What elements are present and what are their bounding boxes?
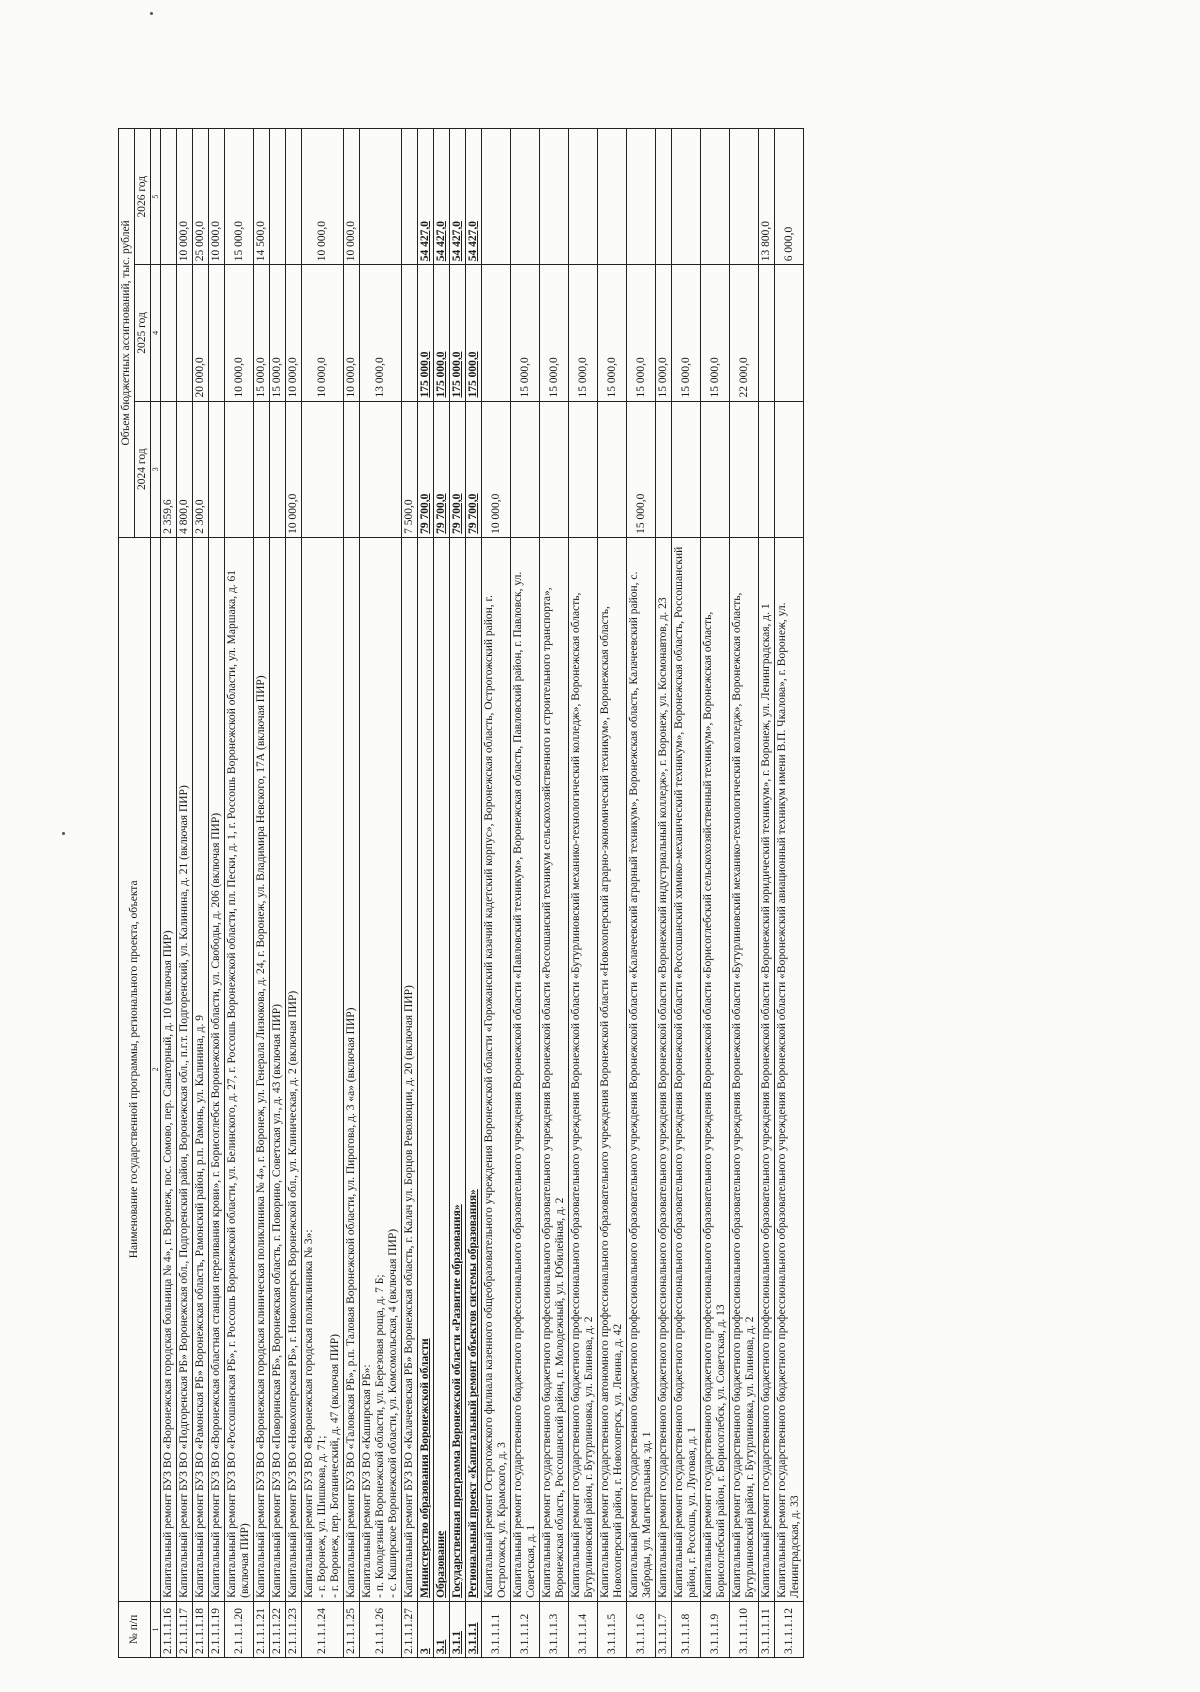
value-2025: 15 000,0 bbox=[540, 265, 569, 401]
value-2026: 54 427,0 bbox=[450, 129, 466, 265]
value-2025: 10 000,0 bbox=[302, 265, 344, 401]
row-name-line: Капитальный ремонт БУЗ ВО «Рамонская РБ» Воронежская область, Рамонский район, р.п. Рамонь, ул. Калинина, д. 9 bbox=[194, 1014, 206, 1598]
value-2024: 2 359,6 bbox=[161, 401, 177, 537]
row-name bbox=[434, 537, 450, 1601]
value-2026: 10 000,0 bbox=[177, 129, 193, 265]
table-row bbox=[759, 129, 775, 1658]
row-name bbox=[656, 537, 672, 1601]
row-name bbox=[598, 537, 627, 1601]
table-row bbox=[344, 129, 360, 1658]
value-2026: 54 427,0 bbox=[466, 129, 482, 265]
value-2026: 25 000,0 bbox=[193, 129, 209, 265]
row-name bbox=[286, 537, 302, 1601]
table-row bbox=[511, 129, 540, 1658]
table-row bbox=[209, 129, 225, 1658]
table-row bbox=[656, 129, 672, 1658]
row-name bbox=[569, 537, 598, 1601]
row-name-line: Капитальный ремонт государственного бюджетного профессионального образовательного учреждения Воронежской области «Калачеевский аграрный техникум», Воронежская область, Калачеевский район, с. Заброды, ул. Магистральная, зд. 1 bbox=[628, 571, 653, 1598]
value-2025 bbox=[177, 265, 193, 401]
row-number: 3.1.1.1 bbox=[466, 1601, 482, 1657]
row-name-line: Капитальный ремонт БУЗ ВО «Таловская РБ», р.п. Таловая Воронежской области, ул. Пирогова, д. 3 «а» (включая ПИР) bbox=[345, 1007, 357, 1598]
row-name bbox=[225, 537, 254, 1601]
value-2025: 175 000,0 bbox=[450, 265, 466, 401]
row-name bbox=[466, 537, 482, 1601]
row-name-line: - п. Колодезный Воронежской области, ул. Березовая роща, д. 7 Б; bbox=[374, 1274, 386, 1598]
value-2026 bbox=[569, 129, 598, 265]
value-2025 bbox=[209, 265, 225, 401]
table-row bbox=[360, 129, 402, 1658]
value-2025: 15 000,0 bbox=[270, 265, 286, 401]
scan-speck bbox=[62, 832, 65, 835]
header-index: 2 bbox=[151, 537, 161, 1601]
value-2025 bbox=[759, 265, 775, 401]
row-name bbox=[360, 537, 402, 1601]
value-2025: 13 000,0 bbox=[360, 265, 402, 401]
row-name bbox=[775, 537, 804, 1601]
value-2025: 175 000,0 bbox=[418, 265, 434, 401]
row-name-line: Капитальный ремонт государственного бюджетного профессионального образовательного учреждения Воронежской области «Воронежский юридический техникум», г. Воронеж, ул. Ленинградская, д. 1 bbox=[760, 603, 772, 1598]
table-row bbox=[418, 129, 434, 1658]
row-name-line: Капитальный ремонт государственного бюджетного профессионального образовательного учреждения Воронежской области «Россошанский химико-механический техникум», Воронежская область, Россошанский район, г. Россошь, ул. Луговая, д. 1 bbox=[673, 546, 698, 1598]
row-name-line: Образование bbox=[435, 1530, 447, 1598]
row-name-line: Капитальный ремонт государственного бюджетного профессионального образовательного учреждения Воронежской области «Воронежский индустриальный колледж», г. Воронеж, ул. Космонавтов, д. 23 bbox=[657, 597, 669, 1598]
value-2026 bbox=[656, 129, 672, 265]
row-number: 2.1.1.1.20 bbox=[225, 1601, 254, 1657]
row-number: 3.1.1.1.7 bbox=[656, 1601, 672, 1657]
row-name-line: Капитальный ремонт Острогожского филиала казенного общеобразовательного учреждения Воронежской области «Горожанский казачий кадетский корпус», Воронежская область, Острогожский район, г. Острогожск, ул. Крамского, д. 3 bbox=[483, 595, 508, 1598]
row-number: 3.1.1.1.11 bbox=[759, 1601, 775, 1657]
value-2025: 15 000,0 bbox=[672, 265, 701, 401]
value-2024: 2 300,0 bbox=[193, 401, 209, 537]
value-2026 bbox=[511, 129, 540, 265]
row-name-line: - г. Воронеж, ул. Шишкова, д. 71; bbox=[316, 1435, 328, 1598]
value-2024 bbox=[598, 401, 627, 537]
header-index: 3 bbox=[151, 401, 161, 537]
value-2026 bbox=[598, 129, 627, 265]
value-2024 bbox=[302, 401, 344, 537]
row-name bbox=[209, 537, 225, 1601]
header-num: № п/п bbox=[119, 1601, 151, 1657]
value-2025 bbox=[161, 265, 177, 401]
row-name-line: Капитальный ремонт БУЗ ВО «Россошанская РБ», г. Россошь Воронежской области, ул. Белинского, д. 27, г. Россошь Воронежской области, пл. Пески, д. 1, г. Россошь Воронежской области, ул. Маршака, д. 61 (включая ПИР) bbox=[226, 569, 251, 1598]
table-row bbox=[286, 129, 302, 1658]
value-2025 bbox=[402, 265, 418, 401]
value-2026 bbox=[672, 129, 701, 265]
row-name-line: Капитальный ремонт БУЗ ВО «Воронежская городская клиническая поликлиника № 4», г. Воронеж, ул. Генерала Лизюкова, д. 24, г. Воронеж, ул. Владимира Невского, 17А (включая ПИР) bbox=[255, 675, 267, 1598]
value-2024 bbox=[730, 401, 759, 537]
row-name-line: Капитальный ремонт государственного бюджетного профессионального образовательного учреждения Воронежской области «Бутурлиновский механико-технологический колледж», Воронежская область, Бутурлиновский район, г. Бутурлиновка, ул. Блинова, д. 2 bbox=[731, 592, 756, 1598]
value-2024 bbox=[270, 401, 286, 537]
row-number: 2.1.1.1.16 bbox=[161, 1601, 177, 1657]
row-number: 2.1.1.1.23 bbox=[286, 1601, 302, 1657]
row-number: 3.1.1.1.12 bbox=[775, 1601, 804, 1657]
value-2025: 175 000,0 bbox=[434, 265, 450, 401]
value-2024 bbox=[360, 401, 402, 537]
row-name bbox=[161, 537, 177, 1601]
table-row bbox=[302, 129, 344, 1658]
value-2026 bbox=[540, 129, 569, 265]
row-name bbox=[482, 537, 511, 1601]
value-2024 bbox=[656, 401, 672, 537]
row-name bbox=[177, 537, 193, 1601]
table-row bbox=[775, 129, 804, 1658]
value-2025: 15 000,0 bbox=[627, 265, 656, 401]
value-2024: 79 700,0 bbox=[450, 401, 466, 537]
value-2025: 15 000,0 bbox=[569, 265, 598, 401]
value-2025: 15 000,0 bbox=[254, 265, 270, 401]
value-2026 bbox=[627, 129, 656, 265]
table-row bbox=[225, 129, 254, 1658]
value-2024: 7 500,0 bbox=[402, 401, 418, 537]
value-2024: 79 700,0 bbox=[466, 401, 482, 537]
value-2024: 79 700,0 bbox=[418, 401, 434, 537]
table-row bbox=[177, 129, 193, 1658]
header-name: Наименование государственной программы, регионального проекта, объекта bbox=[119, 537, 151, 1601]
value-2026: 13 800,0 bbox=[759, 129, 775, 265]
row-name bbox=[540, 537, 569, 1601]
table-row bbox=[701, 129, 730, 1658]
row-number: 2.1.1.1.19 bbox=[209, 1601, 225, 1657]
row-name-line: - г. Воронеж, пер. Ботанический, д. 47 (включая ПИР) bbox=[329, 1334, 341, 1598]
row-name-line: Капитальный ремонт БУЗ ВО «Поворинская РБ», Воронежская область, г. Поворино, Советская ул., д. 43 (включая ПИР) bbox=[271, 1004, 283, 1598]
header-index: 4 bbox=[151, 265, 161, 401]
value-2026: 6 000,0 bbox=[775, 129, 804, 265]
value-2024 bbox=[672, 401, 701, 537]
value-2024 bbox=[225, 401, 254, 537]
row-number: 3.1.1.1.4 bbox=[569, 1601, 598, 1657]
row-number: 3.1.1.1.10 bbox=[730, 1601, 759, 1657]
row-number: 2.1.1.1.17 bbox=[177, 1601, 193, 1657]
value-2024 bbox=[759, 401, 775, 537]
table-row bbox=[402, 129, 418, 1658]
row-number: 3.1 bbox=[434, 1601, 450, 1657]
table-row bbox=[540, 129, 569, 1658]
value-2026 bbox=[270, 129, 286, 265]
header-2026: 2026 год bbox=[135, 129, 151, 265]
row-number: 3.1.1.1.1 bbox=[482, 1601, 511, 1657]
row-number: 3.1.1.1.9 bbox=[701, 1601, 730, 1657]
value-2026: 10 000,0 bbox=[302, 129, 344, 265]
row-name-line: Капитальный ремонт БУЗ ВО «Воронежская городская больница № 4», г. Воронеж, пос. Сомово, пер. Санаторный, д. 10 (включая ПИР) bbox=[162, 930, 174, 1598]
value-2024 bbox=[540, 401, 569, 537]
table-row bbox=[730, 129, 759, 1658]
value-2025: 175 000,0 bbox=[466, 265, 482, 401]
row-name-line: Капитальный ремонт государственного бюджетного профессионального образовательного учреждения Воронежской области «Россошанский техникум сельскохозяйственного и строительного транспорта», Воронежская область, Россошанский район, п. Молодежный, ул. Юбилейная, д. 2 bbox=[541, 587, 566, 1598]
row-name-line: Капитальный ремонт государственного бюджетного профессионального образовательного учреждения Воронежской области «Борисоглебский сельскохозяйственный техникум», Воронежская область, Борисоглебский район, г. Борисоглебск, ул. Советская, д. 13 bbox=[702, 611, 727, 1598]
value-2025: 10 000,0 bbox=[225, 265, 254, 401]
row-name bbox=[344, 537, 360, 1601]
row-name-line: Капитальный ремонт государственного бюджетного профессионального образовательного учреждения Воронежской области «Бутурлиновский механико-технологический колледж», Воронежская область, Бутурлиновский район, г. Бутурлиновка, ул. Блинова, д. 2 bbox=[570, 592, 595, 1598]
table-row bbox=[254, 129, 270, 1658]
value-2025: 22 000,0 bbox=[730, 265, 759, 401]
value-2024 bbox=[569, 401, 598, 537]
value-2024 bbox=[775, 401, 804, 537]
row-number: 2.1.1.1.21 bbox=[254, 1601, 270, 1657]
row-number: 3.1.1.1.6 bbox=[627, 1601, 656, 1657]
table-row bbox=[450, 129, 466, 1658]
row-number: 3.1.1 bbox=[450, 1601, 466, 1657]
value-2024 bbox=[254, 401, 270, 537]
table-row bbox=[270, 129, 286, 1658]
value-2024 bbox=[209, 401, 225, 537]
value-2026: 10 000,0 bbox=[344, 129, 360, 265]
row-name-line: Капитальный ремонт государственного бюджетного профессионального образовательного учреждения Воронежской области «Павловский техникум», Воронежская область, Павловский район, г. Павловск, ул. Советская, д. 1 bbox=[512, 571, 537, 1598]
row-name bbox=[270, 537, 286, 1601]
scan-speck bbox=[150, 12, 153, 15]
value-2025: 15 000,0 bbox=[656, 265, 672, 401]
row-number: 3 bbox=[418, 1601, 434, 1657]
row-number: 2.1.1.1.26 bbox=[360, 1601, 402, 1657]
value-2025: 15 000,0 bbox=[701, 265, 730, 401]
value-2026 bbox=[701, 129, 730, 265]
table-row bbox=[672, 129, 701, 1658]
header-budget: Объем бюджетных ассигнований, тыс. рублей bbox=[119, 129, 135, 538]
value-2026 bbox=[402, 129, 418, 265]
value-2025 bbox=[482, 265, 511, 401]
row-number: 2.1.1.1.24 bbox=[302, 1601, 344, 1657]
value-2025: 10 000,0 bbox=[286, 265, 302, 401]
header-index: 5 bbox=[151, 129, 161, 265]
value-2026: 14 500,0 bbox=[254, 129, 270, 265]
row-name-line: Региональный проект «Капитальный ремонт объектов системы образования» bbox=[467, 1189, 479, 1598]
table-row bbox=[598, 129, 627, 1658]
row-name-line: Капитальный ремонт государственного бюджетного профессионального образовательного учреждения Воронежской области «Воронежский авиационный техникум имени В.П. Чкалова», г. Воронеж, ул. Ленинградская, д. 33 bbox=[776, 602, 801, 1598]
row-number: 2.1.1.1.27 bbox=[402, 1601, 418, 1657]
budget-table bbox=[118, 128, 804, 1658]
rotated-content bbox=[118, 128, 1078, 1658]
row-name bbox=[450, 537, 466, 1601]
row-name bbox=[511, 537, 540, 1601]
row-name-line: Капитальный ремонт БУЗ ВО «Калачеевская РБ» Воронежская область, г. Калач ул. Борцов Революции, д. 20 (включая ПИР) bbox=[403, 985, 415, 1598]
row-number: 3.1.1.1.2 bbox=[511, 1601, 540, 1657]
row-name bbox=[701, 537, 730, 1601]
row-name bbox=[672, 537, 701, 1601]
row-name bbox=[418, 537, 434, 1601]
value-2026: 54 427,0 bbox=[434, 129, 450, 265]
row-number: 3.1.1.1.8 bbox=[672, 1601, 701, 1657]
row-name-line: Капитальный ремонт БУЗ ВО «Новохоперская РБ», г. Новохоперск Воронежской обл., ул. Клиническая, д. 2 (включая ПИР) bbox=[287, 990, 299, 1598]
table-row bbox=[193, 129, 209, 1658]
table-row bbox=[482, 129, 511, 1658]
header-index: 1 bbox=[151, 1601, 161, 1657]
row-name-line: Капитальный ремонт государственного автономного профессионального образовательного учреждения Воронежской области «Новохоперский аграрно-экономический техникум», Воронежская область, Новохоперский район, г. Новохоперск, ул. Ленина, д. 42 bbox=[599, 606, 624, 1598]
value-2024 bbox=[344, 401, 360, 537]
value-2024 bbox=[511, 401, 540, 537]
row-name bbox=[402, 537, 418, 1601]
row-name-line: Министерство образования Воронежской области bbox=[419, 1338, 431, 1598]
value-2024: 4 800,0 bbox=[177, 401, 193, 537]
row-number: 2.1.1.1.25 bbox=[344, 1601, 360, 1657]
value-2025: 15 000,0 bbox=[511, 265, 540, 401]
value-2025 bbox=[775, 265, 804, 401]
row-name-line: Капитальный ремонт БУЗ ВО «Подгоренская РБ» Воронежская обл., Подгоренский район, Воронежская обл., п.г.т. Подгоренский, ул. Калинина, д. 21 (включая ПИР) bbox=[178, 785, 190, 1598]
value-2025: 15 000,0 bbox=[598, 265, 627, 401]
row-number: 3.1.1.1.5 bbox=[598, 1601, 627, 1657]
row-number: 2.1.1.1.18 bbox=[193, 1601, 209, 1657]
row-name-line: Государственная программа Воронежской области «Развитие образования» bbox=[451, 1204, 463, 1598]
row-number: 2.1.1.1.22 bbox=[270, 1601, 286, 1657]
row-name bbox=[730, 537, 759, 1601]
row-name bbox=[759, 537, 775, 1601]
value-2026 bbox=[286, 129, 302, 265]
value-2026 bbox=[482, 129, 511, 265]
value-2024: 79 700,0 bbox=[434, 401, 450, 537]
table-row bbox=[569, 129, 598, 1658]
row-name-line: Капитальный ремонт БУЗ ВО «Воронежская городская поликлиника № 3»: bbox=[303, 1229, 315, 1598]
table-row bbox=[466, 129, 482, 1658]
row-name bbox=[254, 537, 270, 1601]
row-number: 3.1.1.1.3 bbox=[540, 1601, 569, 1657]
value-2024: 10 000,0 bbox=[286, 401, 302, 537]
row-name-line: - с. Каширское Воронежской области, ул. Комсомольская, 4 (включая ПИР) bbox=[387, 1228, 399, 1598]
row-name bbox=[627, 537, 656, 1601]
value-2024 bbox=[701, 401, 730, 537]
value-2026 bbox=[161, 129, 177, 265]
value-2025: 10 000,0 bbox=[344, 265, 360, 401]
value-2026 bbox=[730, 129, 759, 265]
header-2025: 2025 год bbox=[135, 265, 151, 401]
value-2026 bbox=[360, 129, 402, 265]
row-name-line: Капитальный ремонт БУЗ ВО «Воронежская областная станция переливания крови», г. Борисоглебск Воронежской области, ул. Свободы, д. 206 (включая ПИР) bbox=[210, 812, 222, 1598]
value-2024: 10 000,0 bbox=[482, 401, 511, 537]
header-2024: 2024 год bbox=[135, 401, 151, 537]
value-2026: 54 427,0 bbox=[418, 129, 434, 265]
row-name bbox=[302, 537, 344, 1601]
value-2026: 15 000,0 bbox=[225, 129, 254, 265]
table-row bbox=[161, 129, 177, 1658]
table-row bbox=[434, 129, 450, 1658]
value-2024: 15 000,0 bbox=[627, 401, 656, 537]
value-2026: 10 000,0 bbox=[209, 129, 225, 265]
table-row bbox=[627, 129, 656, 1658]
row-name bbox=[193, 537, 209, 1601]
value-2025: 20 000,0 bbox=[193, 265, 209, 401]
row-name-line: Капитальный ремонт БУЗ ВО «Каширская РБ»: bbox=[361, 1364, 373, 1598]
